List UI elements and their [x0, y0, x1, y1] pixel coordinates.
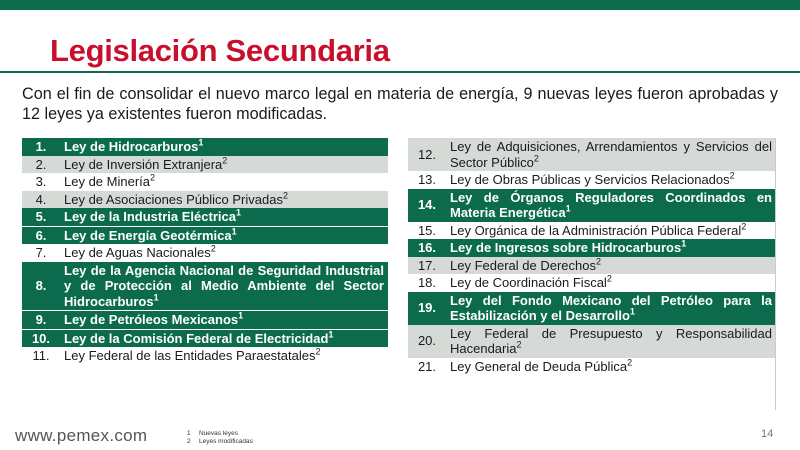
law-name-cell [446, 138, 776, 171]
law-name-cell [446, 189, 776, 222]
footnote-reference: 2 [315, 346, 321, 357]
law-number: 18. [417, 275, 437, 290]
law-name: Ley de Órganos Reguladores Coordinados en Materia Energética [450, 189, 772, 220]
law-name: Ley de Obras Públicas y Servicios Relacionados [450, 172, 730, 187]
law-name: Ley de Hidrocarburos [64, 139, 199, 154]
law-number: 3. [35, 174, 47, 189]
footnote-reference: 1 [235, 207, 241, 218]
law-row [408, 358, 776, 376]
footnotes [187, 430, 253, 446]
law-row [22, 173, 388, 191]
law-name: Ley General de Deuda Pública [450, 358, 628, 374]
title-divider [0, 71, 800, 73]
law-number: 8. [35, 278, 47, 293]
footnote-reference: 1 [198, 137, 204, 148]
law-row [22, 347, 388, 365]
law-name-cell [60, 311, 388, 330]
law-number: 4. [35, 191, 47, 207]
law-name: Ley de Ingresos sobre Hidrocarburos [450, 240, 682, 255]
law-name-cell [60, 156, 388, 174]
footnote-reference: 1 [153, 292, 159, 303]
law-name: Ley de la Comisión Federal de Electricidad [64, 330, 329, 346]
law-name-cell [446, 171, 776, 189]
law-number: 10. [22, 329, 60, 347]
intro-paragraph: Con el fin de consolidar el nuevo marco legal en materia de energía, 9 nuevas leyes fueron aprobadas y 12 leyes ya existentes fueron modificadas. [22, 85, 778, 123]
law-row [408, 189, 776, 222]
footnote-reference: 1 [328, 329, 334, 340]
law-row [408, 138, 776, 171]
law-name: Ley de Asociaciones Público Privadas [64, 191, 283, 207]
law-name-cell [446, 257, 776, 275]
law-number: 5. [35, 209, 47, 224]
law-name-cell [446, 358, 776, 376]
law-number: 21. [417, 358, 437, 374]
law-row [22, 311, 388, 330]
footnote-text: Leyes modificadas [199, 438, 253, 445]
law-row [22, 244, 388, 262]
law-name-cell [446, 222, 776, 240]
law-name-cell [60, 138, 388, 156]
footnote-reference: 2 [606, 273, 612, 284]
footnote-reference: 2 [222, 155, 228, 166]
law-name: Ley de Adquisiciones, Arrendamientos y Servicios del Sector Público [450, 139, 772, 170]
law-row [408, 274, 776, 292]
footnote-modified-laws [187, 438, 253, 446]
law-number: 17. [417, 257, 437, 273]
page-number: 14 [761, 428, 774, 440]
law-name: Ley Orgánica de la Administración Pública Federal [450, 222, 742, 238]
footnote-reference: 2 [210, 243, 216, 254]
law-row [408, 257, 776, 275]
footnote-marker: 2 [187, 438, 191, 445]
law-row [408, 292, 776, 325]
law-name: Ley de Inversión Extranjera [64, 156, 223, 172]
footnote-reference: 1 [629, 306, 635, 317]
law-name-cell [446, 274, 776, 292]
law-row [22, 262, 388, 311]
law-number: 13. [417, 172, 437, 187]
slide-title: Legislación Secundaria [50, 33, 390, 68]
laws-table-right [408, 138, 776, 375]
law-name: Ley de Petróleos Mexicanos [64, 312, 239, 327]
law-name: Ley de la Agencia Nacional de Seguridad Industrial y de Protección al Medio Ambiente del Sector Hidrocarburos [64, 262, 384, 309]
law-name-cell [60, 226, 388, 244]
footnote-new-laws [187, 430, 253, 438]
law-row [22, 138, 388, 156]
law-name: Ley de la Industria Eléctrica [64, 209, 236, 224]
law-row [408, 239, 776, 257]
law-number: 9. [22, 311, 60, 330]
law-name-cell [60, 262, 388, 311]
law-number: 12. [417, 146, 437, 162]
footnote-reference: 2 [533, 153, 539, 164]
law-name-cell [60, 244, 388, 262]
footnote-reference: 2 [150, 172, 156, 183]
law-number: 7. [35, 245, 47, 260]
footnote-text: Nuevas leyes [199, 430, 239, 437]
law-name: Ley Federal de Derechos [450, 257, 596, 273]
law-name-cell [60, 347, 388, 365]
top-accent-bar [0, 0, 800, 10]
footnote-reference: 1 [681, 238, 687, 249]
law-row [408, 222, 776, 240]
law-row [22, 191, 388, 209]
footnote-reference: 2 [627, 357, 633, 368]
law-number: 16. [417, 240, 437, 255]
law-number: 14. [417, 197, 437, 213]
footnote-reference: 1 [565, 203, 571, 214]
law-row [22, 208, 388, 226]
law-number: 19. [417, 300, 437, 316]
footnote-reference: 2 [741, 221, 747, 232]
law-name: Ley de Energía Geotérmica [64, 227, 232, 243]
law-name: Ley del Fondo Mexicano del Petróleo para la Estabilización y el Desarrollo [450, 292, 772, 323]
law-name: Ley de Aguas Nacionales [64, 245, 211, 260]
footnote-reference: 1 [231, 226, 237, 237]
law-name: Ley de Coordinación Fiscal [450, 275, 607, 290]
table-border [775, 138, 776, 410]
footnote-reference: 2 [516, 339, 522, 350]
law-row [408, 171, 776, 189]
law-number: 15. [417, 222, 437, 238]
law-name-cell [446, 239, 776, 257]
footnote-marker: 1 [187, 430, 191, 437]
footnote-reference: 2 [729, 170, 735, 181]
law-name: Ley Federal de Presupuesto y Responsabilidad Hacendaria [450, 325, 772, 356]
law-number: 11. [32, 348, 50, 363]
law-row [22, 226, 388, 244]
law-name-cell [60, 191, 388, 209]
law-name-cell [446, 292, 776, 325]
footnote-reference: 1 [238, 310, 244, 321]
law-number: 1. [35, 139, 47, 154]
law-name: Ley Federal de las Entidades Paraestatales [64, 348, 316, 363]
law-row [408, 325, 776, 358]
law-row [22, 156, 388, 174]
footnote-reference: 2 [595, 256, 601, 267]
law-number: 2. [35, 156, 47, 172]
law-name-cell [446, 325, 776, 358]
laws-table-left [22, 138, 388, 365]
law-name-cell [60, 329, 388, 347]
website-url[interactable]: www.pemex.com [15, 426, 148, 445]
law-name: Ley de Minería [64, 174, 150, 189]
law-name-cell [60, 173, 388, 191]
law-number: 6. [22, 226, 60, 244]
law-number: 20. [417, 333, 437, 349]
footnote-reference: 2 [282, 190, 288, 201]
law-row [22, 329, 388, 347]
law-name-cell [60, 208, 388, 226]
